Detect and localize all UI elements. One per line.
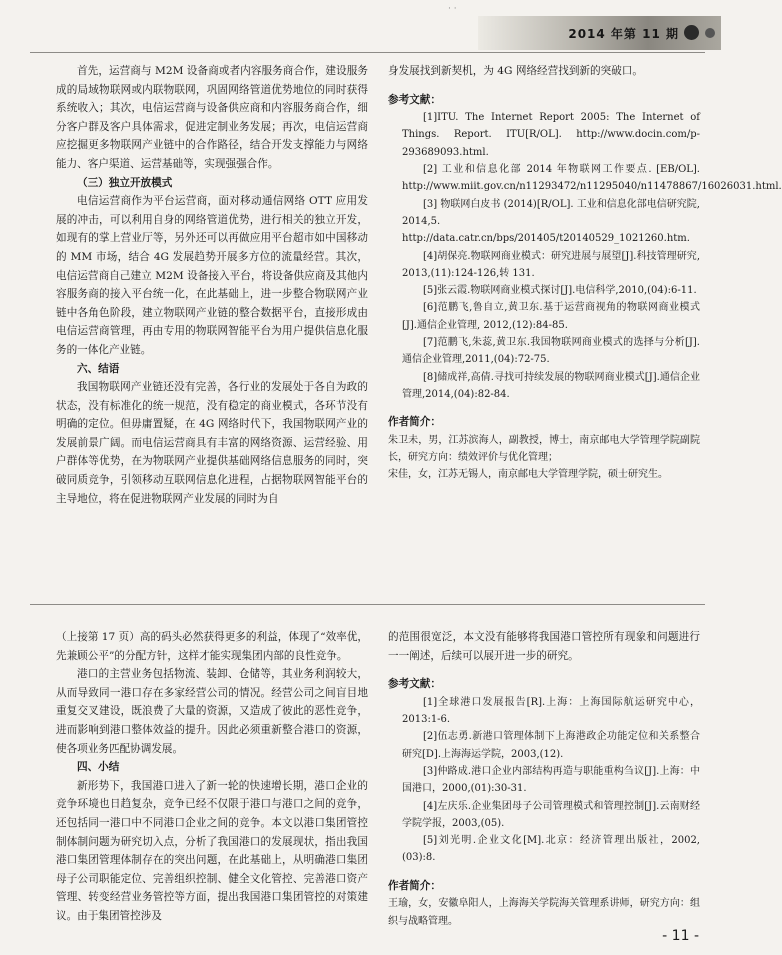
reference-item: [1]全球港口发展报告[R].上海：上海国际航运研究中心，2013:1-6. (402, 696, 700, 726)
top-right-column (388, 62, 782, 484)
top-left-paragraph-3: 我国物联网产业链还没有完善，各行业的发展处于各自为政的状态，没有标准化的统一规范，没有稳定的商业模式，各环节没有明确的定位。但毋庸置疑，在 4G 网络时代下，我国物联网产业的发展前景广阔。而电信运营商具有丰富的网络资源、运营经验、用户群体等优势，在为物联网产业提供基础网络信息服务的同时，突破同质竞争，引领移动互联网信息化进程，占据物联网智能平台的主导地位，将在促进物联网产业发展的同时为自 (56, 381, 368, 505)
header-ornament-icon (705, 28, 715, 38)
bottom-references-list (388, 694, 700, 867)
author-bio: 王瑜，女，安徽阜阳人，上海海关学院海关管理系讲师，研究方向：组织与战略管理。 (388, 898, 700, 927)
top-authors-list (388, 432, 700, 484)
header-marks: · · (448, 4, 457, 14)
bottom-authors-title: 作者简介： (388, 879, 441, 892)
top-references-title: 参考文献： (388, 93, 441, 106)
reference-item: [3] 物联网白皮书 (2014)[R/OL]. 工业和信息化部电信研究院, 2014,5. http://data.catr.cn/bps/201405/t20140529_1021260.htm. (402, 198, 700, 245)
top-references-list (388, 109, 782, 403)
section-heading-open-mode: （三）独立开放模式 (77, 176, 173, 189)
top-left-paragraph-1: 首先，运营商与 M2M 设备商或者内容服务商合作，建设服务成的局域物联网或内联物联网，巩固网络管道优势地位的同时获得系统收入；其次，电信运营商与设备供应商和内容服务商合作，细分客户群及客户具体需求，促进定制业务发展；再次，电信运营商应挖掘更多物联网产业链中的合作路径，结合开发支撑能力与网络能力、客户渠道、运营基础等，实现强强合作。 (56, 65, 368, 170)
reference-item: [8]储成祥,高倩.寻找可持续发展的物联网商业模式[J].通信企业管理,2014,(04):82-84. (402, 371, 700, 400)
reference-item: [5]刘光明.企业文化[M].北京：经济管理出版社，2002,(03):8. (402, 835, 700, 864)
author-bio: 宋佳，女，江苏无锡人，南京邮电大学管理学院，硕士研究生。 (388, 469, 668, 481)
bottom-left-paragraph-2: 港口的主营业务包括物流、装卸、仓储等，其业务利润较大，从而导致同一港口存在多家经营公司的情况。经营公司之间盲目地重复交叉建设，既浪费了大量的资源，又造成了彼此的恶性竞争，进而影响到港口整体效益的提升。因此必须重新整合港口的资源，使各项业务匹配协调发展。 (56, 668, 368, 755)
bottom-references-title: 参考文献： (388, 678, 441, 691)
author-bio: 朱卫未，男，江苏滨海人，副教授，博士，南京邮电大学管理学院副院长，研究方向：绩效评价与优化管理； (388, 434, 700, 464)
top-right-continuation: 身发展找到新契机，为 4G 网络经营找到新的突破口。 (388, 65, 643, 77)
reference-item: [3]仲路成.港口企业内部结构再造与职能重构刍议[J].上海：中国港口，2000,(01):30-31. (402, 765, 700, 795)
bottom-authors-list (388, 895, 700, 930)
bottom-right-continuation: 的范围很宽泛，本文没有能够将我国港口管控所有现象和问题进行一一阐述，后续可以展开进一步的研究。 (388, 631, 700, 662)
top-authors-title: 作者简介： (388, 416, 441, 429)
article-divider-rule (30, 604, 705, 605)
page-number: - 11 - (662, 928, 699, 944)
reference-item: [6]范鹏飞,鲁自立,黄卫东.基于运营商视角的物联网商业模式[J].通信企业管理, 2012,(12):84-85. (402, 302, 700, 331)
top-left-paragraph-2: 电信运营商作为平台运营商，面对移动通信网络 OTT 应用发展的冲击，可以利用自身的网络管道优势，进行相关的独立开发，如现有的掌上营业厅等，另外还可以再做应用平台超市如中国移动的 MM 市场，结合 4G 发展趋势开展多方位的流量经营。其次，电信运营商自己建立 M2M 设备接入平台，将设备供应商及其他内容服务商的接入平台统一化，在此基础上，进一步整合物联网产业链中各角色阶段，建立物联网产业链的整合数据平台，直接形成由电信运营商管理，再由专用的物联网智能平台为用户提供信息化服务的一体化产业链。 (56, 195, 368, 356)
reference-item: [4]胡保亮.物联网商业模式：研究进展与展望[J].科技管理研究, 2013,(11):124-126,转 131. (402, 250, 700, 279)
running-header (478, 16, 721, 50)
bottom-right-column (388, 628, 700, 930)
bottom-left-column (56, 628, 368, 926)
bottom-left-paragraph-3: 新形势下，我国港口进入了新一轮的快速增长期，港口企业的竞争环境也日趋复杂，竞争已经不仅限于港口与港口之间的竞争，还包括同一港口中不同港口企业之间的竞争。本文以港口集团管控制体制问题为研究切入点，分析了我国港口的发展现状，指出我国港口集团管理体制存在的突出问题，在此基础上，从明确港口集团母子公司职能定位、完善组织控制、健全文化管控、完善港口资产管理、转变经营业务管控等方面，提出我国港口集团管控的对策建议。由于集团管控涉及 (56, 779, 368, 922)
reference-item: [2] 工业和信息化部 2014 年物联网工作要点. [EB/OL]. http://www.miit.gov.cn/n11293472/n11295040/n11478867/16026031.html. (402, 164, 782, 193)
reference-item: [5]张云霞.物联网商业模式探讨[J].电信科学,2010,(04):6-11. (423, 285, 697, 297)
reference-item: [2]伍志勇.新港口管理体制下上海港政企功能定位和关系整合研究[D].上海海运学院，2003,(12). (402, 731, 700, 760)
bottom-left-paragraph-1: （上接第 17 页）高的码头必然获得更多的利益，体现了“效率优，先兼顾公平”的分配方针，这样才能实现集团内部的良性竞争。 (56, 631, 368, 662)
reference-item: [7]范鹏飞,朱蕊,黄卫东.我国物联网商业模式的选择与分析[J].通信企业管理,2011,(04):72-75. (402, 337, 700, 366)
section-heading-conclusion: 六、结语 (77, 362, 120, 375)
running-title: 2014 年第 11 期 (568, 27, 679, 41)
issue-badge-icon (684, 25, 699, 40)
header-rule (30, 52, 705, 53)
reference-item: [4]左庆乐.企业集团母子公司管理模式和管理控制[J].云南财经学院学报，2003,(05). (402, 800, 700, 829)
section-heading-summary: 四、小结 (77, 761, 120, 774)
top-left-column (56, 62, 368, 508)
reference-item: [1]ITU. The Internet Report 2005: The Internet of Things. Report. ITU[R/OL]. http://www.docin.com/p-293689093.html. (402, 112, 700, 158)
